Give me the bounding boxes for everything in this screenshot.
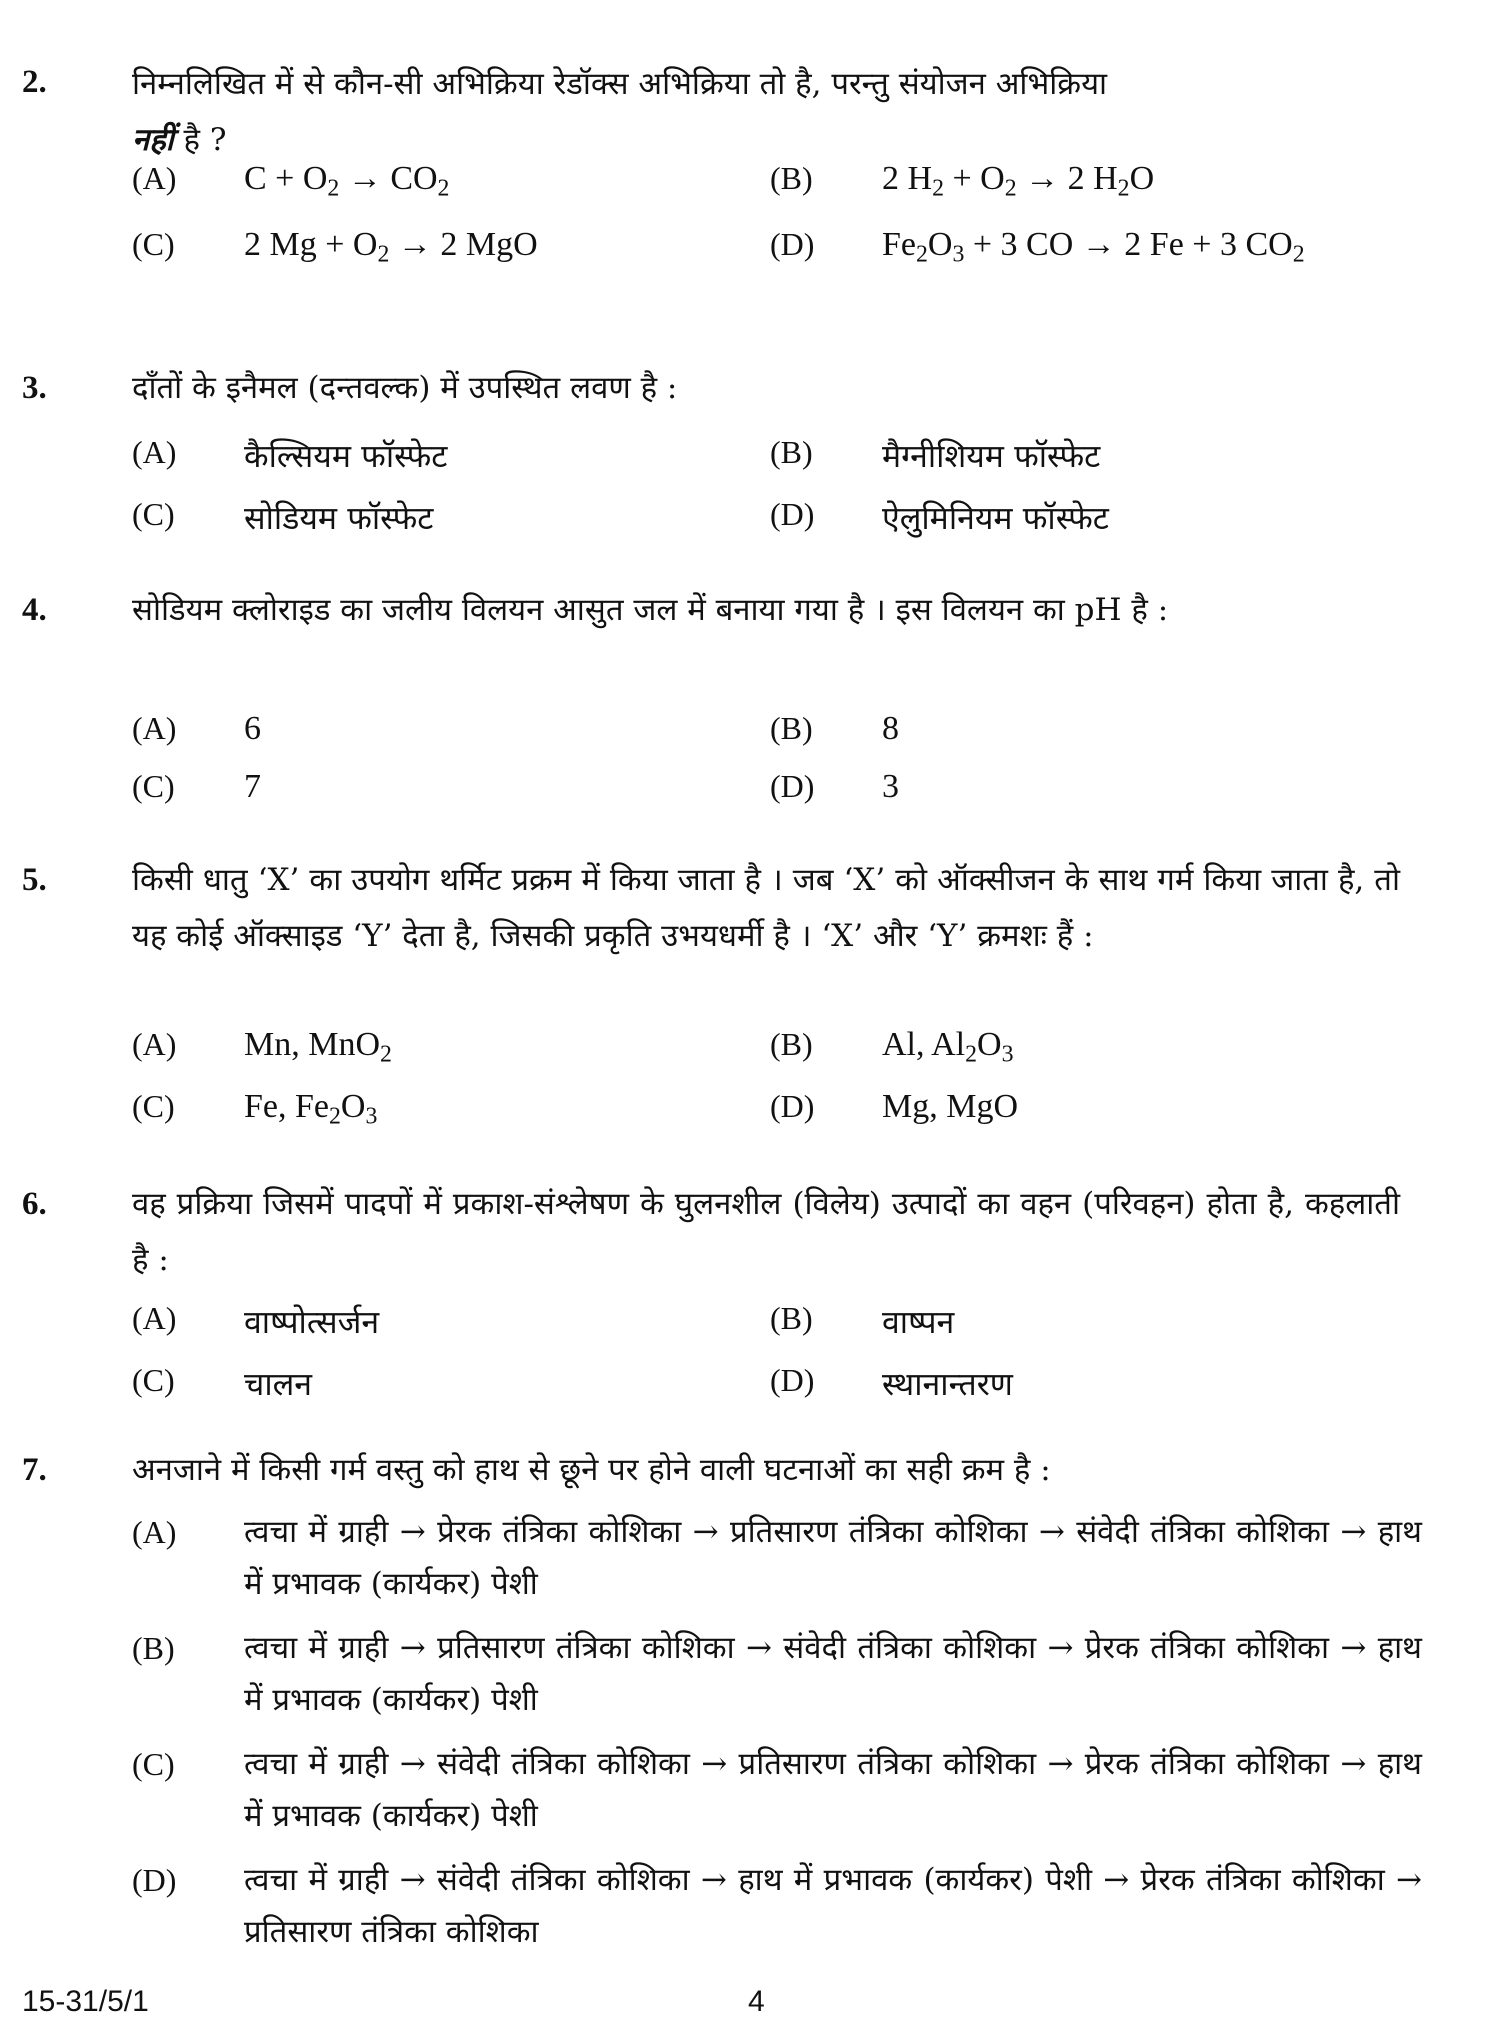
- question-number: 3.: [22, 370, 47, 406]
- option-label: (C): [132, 496, 175, 532]
- option-label: (C): [132, 1088, 175, 1124]
- option-value: 8: [882, 710, 899, 747]
- option-label: (C): [132, 1362, 175, 1398]
- question-number: 2.: [22, 64, 47, 100]
- option-value: 6: [244, 710, 261, 747]
- option-value: ऐलुमिनियम फॉस्फेट: [882, 499, 1109, 537]
- question-text-tail: है ?: [173, 122, 227, 158]
- question-text: वह प्रक्रिया जिसमें पादपों में प्रकाश-संश्लेषण के घुलनशील (विलेय) उत्पादों का वहन (परिवहन) होता है, कहलाती है :: [132, 1186, 1400, 1278]
- option-value: वाष्पन: [882, 1303, 955, 1341]
- emphasis-text: नहीं: [132, 122, 174, 158]
- option-value: त्वचा में ग्राही → प्रेरक तंत्रिका कोशिका → प्रतिसारण तंत्रिका कोशिका → संवेदी तंत्रिका कोशिका → हाथ में प्रभावक (कार्यकर) पेशी: [244, 1514, 1422, 1602]
- option-value: स्थानान्तरण: [882, 1365, 1013, 1403]
- question-text: दाँतों के इनैमल (दन्तवल्क) में उपस्थित लवण है :: [132, 370, 678, 406]
- option-value: त्वचा में ग्राही → संवेदी तंत्रिका कोशिका → प्रतिसारण तंत्रिका कोशिका → प्रेरक तंत्रिका कोशिका → हाथ में प्रभावक (कार्यकर) पेशी: [244, 1746, 1422, 1834]
- option-label: (A): [132, 1026, 177, 1062]
- option-value: $C + O_2 \to CO_2$: [244, 160, 450, 202]
- question-number: 6.: [22, 1186, 47, 1222]
- option-value: चालन: [244, 1365, 313, 1403]
- option-value: कैल्सियम फॉस्फेट: [244, 437, 448, 475]
- option-value: त्वचा में ग्राही → संवेदी तंत्रिका कोशिका → हाथ में प्रभावक (कार्यकर) पेशी → प्रेरक तंत्रिका कोशिका → प्रतिसारण तंत्रिका कोशिका: [244, 1862, 1422, 1950]
- question-number: 5.: [22, 862, 47, 898]
- page-number: 4: [748, 1985, 765, 2018]
- option-label: (C): [132, 768, 175, 804]
- option-label: (D): [770, 1088, 815, 1124]
- question-text: किसी धातु ‘X’ का उपयोग थर्मिट प्रक्रम में किया जाता है । जब ‘X’ को ऑक्सीजन के साथ गर्म किया जाता है, तो यह कोई ऑक्साइड ‘Y’ देता है, जिसकी प्रकृति उभयधर्मी है । ‘X’ और ‘Y’ क्रमशः हैं :: [132, 862, 1400, 954]
- option-label: (B): [770, 1300, 813, 1336]
- option-value: त्वचा में ग्राही → प्रतिसारण तंत्रिका कोशिका → संवेदी तंत्रिका कोशिका → प्रेरक तंत्रिका कोशिका → हाथ में प्रभावक (कार्यकर) पेशी: [244, 1630, 1422, 1718]
- option-label: (C): [132, 226, 175, 262]
- question-text: अनजाने में किसी गर्म वस्तु को हाथ से छूने पर होने वाली घटनाओं का सही क्रम है :: [132, 1452, 1051, 1488]
- option-label: (D): [770, 768, 815, 804]
- option-c[interactable]: [132, 1738, 1422, 1842]
- option-d[interactable]: [132, 1854, 1422, 1958]
- paper-code: 15-31/5/1: [22, 1985, 149, 2018]
- option-label: (D): [132, 1862, 177, 1898]
- option-b[interactable]: [132, 1622, 1422, 1726]
- option-label: (C): [132, 1746, 175, 1782]
- question-text: [132, 56, 1400, 168]
- option-value: 2 $Mg + O_2 \to 2$ MgO: [244, 226, 538, 268]
- option-label: (A): [132, 160, 177, 196]
- option-label: (B): [770, 160, 813, 196]
- option-label: (A): [132, 434, 177, 470]
- option-value: Mg, MgO: [882, 1088, 1019, 1125]
- option-value: 7: [244, 768, 261, 805]
- option-label: (D): [770, 496, 815, 532]
- option-label: (B): [770, 710, 813, 746]
- question-number: 4.: [22, 592, 47, 628]
- question-number: 7.: [22, 1452, 47, 1488]
- option-label: (B): [770, 1026, 813, 1062]
- option-value: Al, $Al_2O_3$: [882, 1026, 1014, 1068]
- option-a[interactable]: [132, 1506, 1422, 1610]
- option-value: Mn, MnO$_2$: [244, 1026, 392, 1068]
- option-label: (A): [132, 710, 177, 746]
- option-value: 3: [882, 768, 899, 805]
- option-label: (D): [770, 226, 815, 262]
- option-value: $Fe_2O_3 + 3$ CO → 2 Fe + 3 $CO_2$: [882, 226, 1305, 268]
- option-label: (A): [132, 1300, 177, 1336]
- option-value: वाष्पोत्सर्जन: [244, 1303, 380, 1341]
- option-label: (D): [770, 1362, 815, 1398]
- question-text: सोडियम क्लोराइड का जलीय विलयन आसुत जल में बनाया गया है । इस विलयन का pH है :: [132, 592, 1169, 628]
- question-text-line: निम्नलिखित में से कौन-सी अभिक्रिया रेडॉक्स अभिक्रिया तो है, परन्तु संयोजन अभिक्रिया: [132, 66, 1108, 102]
- option-value: Fe, $Fe_2O_3$: [244, 1088, 378, 1130]
- option-value: सोडियम फॉस्फेट: [244, 499, 434, 537]
- option-label: (B): [770, 434, 813, 470]
- option-label: (B): [132, 1630, 175, 1666]
- option-label: (A): [132, 1514, 177, 1550]
- option-value: 2 $H_2 + O_2 \to 2$ $H_2O$: [882, 160, 1155, 202]
- option-value: मैग्नीशियम फॉस्फेट: [882, 437, 1101, 475]
